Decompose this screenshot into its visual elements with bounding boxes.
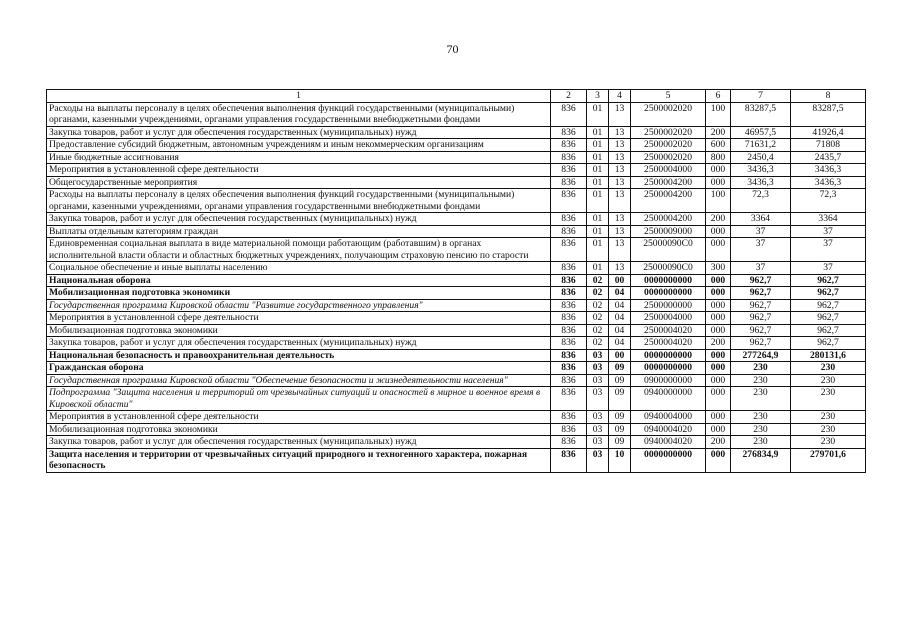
row-description: Закупка товаров, работ и услуг для обеспечения государственных (муниципальных) нужд xyxy=(47,127,551,140)
row-expense-type: 000 xyxy=(706,164,731,177)
row-ministry-code: 836 xyxy=(551,152,587,165)
row-expense-type: 000 xyxy=(706,275,731,288)
row-ministry-code: 836 xyxy=(551,103,587,127)
row-description: Социальное обеспечение и иные выплаты населению xyxy=(47,262,551,275)
table-row xyxy=(47,189,866,213)
row-subsection: 13 xyxy=(609,139,631,152)
row-amount-year-2: 3436,3 xyxy=(791,164,866,177)
row-section: 02 xyxy=(587,312,609,325)
row-expense-type: 000 xyxy=(706,424,731,437)
row-description: Закупка товаров, работ и услуг для обеспечения государственных (муниципальных) нужд xyxy=(47,213,551,226)
row-expense-type: 000 xyxy=(706,177,731,190)
table-row xyxy=(47,312,866,325)
row-amount-year-1: 37 xyxy=(731,238,791,262)
table-row xyxy=(47,177,866,190)
row-amount-year-2: 230 xyxy=(791,436,866,449)
row-section: 03 xyxy=(587,436,609,449)
row-ministry-code: 836 xyxy=(551,325,587,338)
row-amount-year-1: 72,3 xyxy=(731,189,791,213)
header-cell: 8 xyxy=(791,90,866,103)
row-ministry-code: 836 xyxy=(551,337,587,350)
table-row xyxy=(47,350,866,363)
row-expense-type: 000 xyxy=(706,300,731,313)
row-amount-year-1: 277264,9 xyxy=(731,350,791,363)
row-description: Мероприятия в установленной сфере деятельности xyxy=(47,411,551,424)
row-target-article: 2500002020 xyxy=(631,152,706,165)
row-section: 01 xyxy=(587,238,609,262)
row-subsection: 09 xyxy=(609,411,631,424)
table-row xyxy=(47,275,866,288)
row-target-article: 2500000000 xyxy=(631,300,706,313)
row-amount-year-2: 962,7 xyxy=(791,287,866,300)
row-expense-type: 200 xyxy=(706,127,731,140)
row-subsection: 13 xyxy=(609,262,631,275)
row-amount-year-1: 230 xyxy=(731,424,791,437)
row-subsection: 04 xyxy=(609,337,631,350)
row-section: 01 xyxy=(587,152,609,165)
row-description: Расходы на выплаты персоналу в целях обеспечения выполнения функций государственными (муниципальными) органами, казенными учреждениями, органами управления государственными внебюджетными фондами xyxy=(47,103,551,127)
row-amount-year-2: 37 xyxy=(791,226,866,239)
row-target-article: 2500002020 xyxy=(631,139,706,152)
row-ministry-code: 836 xyxy=(551,350,587,363)
row-amount-year-2: 962,7 xyxy=(791,337,866,350)
row-ministry-code: 836 xyxy=(551,139,587,152)
row-amount-year-2: 230 xyxy=(791,362,866,375)
row-target-article: 2500004000 xyxy=(631,164,706,177)
row-amount-year-2: 3364 xyxy=(791,213,866,226)
row-section: 01 xyxy=(587,139,609,152)
row-target-article: 2500009000 xyxy=(631,226,706,239)
row-section: 02 xyxy=(587,287,609,300)
table-row xyxy=(47,287,866,300)
row-expense-type: 000 xyxy=(706,449,731,473)
table-row xyxy=(47,226,866,239)
row-subsection: 13 xyxy=(609,177,631,190)
row-target-article: 0940004020 xyxy=(631,424,706,437)
table-row xyxy=(47,139,866,152)
row-expense-type: 100 xyxy=(706,103,731,127)
row-subsection: 13 xyxy=(609,213,631,226)
row-expense-type: 000 xyxy=(706,362,731,375)
row-amount-year-1: 962,7 xyxy=(731,287,791,300)
row-target-article: 2500002020 xyxy=(631,127,706,140)
row-description: Иные бюджетные ассигнования xyxy=(47,152,551,165)
row-ministry-code: 836 xyxy=(551,411,587,424)
row-target-article: 0000000000 xyxy=(631,275,706,288)
row-target-article: 2500004200 xyxy=(631,189,706,213)
row-description: Гражданская оборона xyxy=(47,362,551,375)
row-description: Национальная оборона xyxy=(47,275,551,288)
row-ministry-code: 836 xyxy=(551,312,587,325)
row-amount-year-1: 46957,5 xyxy=(731,127,791,140)
header-cell: 1 xyxy=(47,90,551,103)
row-ministry-code: 836 xyxy=(551,164,587,177)
row-expense-type: 000 xyxy=(706,411,731,424)
row-amount-year-1: 2450,4 xyxy=(731,152,791,165)
row-amount-year-2: 72,3 xyxy=(791,189,866,213)
row-expense-type: 000 xyxy=(706,325,731,338)
row-ministry-code: 836 xyxy=(551,177,587,190)
row-subsection: 04 xyxy=(609,300,631,313)
row-expense-type: 200 xyxy=(706,436,731,449)
row-section: 02 xyxy=(587,300,609,313)
row-section: 03 xyxy=(587,449,609,473)
row-ministry-code: 836 xyxy=(551,262,587,275)
row-target-article: 25000090С0 xyxy=(631,262,706,275)
row-expense-type: 000 xyxy=(706,226,731,239)
row-amount-year-2: 962,7 xyxy=(791,300,866,313)
row-section: 01 xyxy=(587,262,609,275)
row-section: 03 xyxy=(587,350,609,363)
header-cell: 3 xyxy=(587,90,609,103)
row-description: Мероприятия в установленной сфере деятельности xyxy=(47,312,551,325)
row-description: Государственная программа Кировской области "Развитие государственного управления" xyxy=(47,300,551,313)
row-section: 02 xyxy=(587,337,609,350)
row-subsection: 13 xyxy=(609,103,631,127)
row-ministry-code: 836 xyxy=(551,362,587,375)
row-expense-type: 200 xyxy=(706,213,731,226)
row-amount-year-2: 2435,7 xyxy=(791,152,866,165)
row-amount-year-2: 41926,4 xyxy=(791,127,866,140)
table-row xyxy=(47,262,866,275)
table-row xyxy=(47,424,866,437)
row-ministry-code: 836 xyxy=(551,213,587,226)
row-amount-year-2: 230 xyxy=(791,411,866,424)
table-row xyxy=(47,164,866,177)
row-expense-type: 300 xyxy=(706,262,731,275)
row-subsection: 09 xyxy=(609,362,631,375)
row-target-article: 0000000000 xyxy=(631,287,706,300)
row-section: 02 xyxy=(587,275,609,288)
row-description: Предоставление субсидий бюджетным, автономным учреждениям и иным некоммерческим организациям xyxy=(47,139,551,152)
row-amount-year-2: 37 xyxy=(791,262,866,275)
row-ministry-code: 836 xyxy=(551,238,587,262)
row-amount-year-2: 230 xyxy=(791,387,866,411)
row-expense-type: 000 xyxy=(706,375,731,388)
row-subsection: 13 xyxy=(609,164,631,177)
row-section: 03 xyxy=(587,375,609,388)
table-row xyxy=(47,362,866,375)
row-amount-year-1: 230 xyxy=(731,436,791,449)
row-ministry-code: 836 xyxy=(551,424,587,437)
row-description: Государственная программа Кировской области "Обеспечение безопасности и жизнедеятельности населения" xyxy=(47,375,551,388)
row-amount-year-2: 279701,6 xyxy=(791,449,866,473)
row-amount-year-1: 962,7 xyxy=(731,337,791,350)
table-header-row xyxy=(47,90,866,103)
row-ministry-code: 836 xyxy=(551,375,587,388)
table-row xyxy=(47,337,866,350)
row-ministry-code: 836 xyxy=(551,226,587,239)
row-expense-type: 000 xyxy=(706,238,731,262)
row-description: Выплаты отдельным категориям граждан xyxy=(47,226,551,239)
row-description: Национальная безопасность и правоохранительная деятельность xyxy=(47,350,551,363)
row-amount-year-1: 3436,3 xyxy=(731,164,791,177)
row-section: 01 xyxy=(587,103,609,127)
row-subsection: 04 xyxy=(609,287,631,300)
row-amount-year-1: 962,7 xyxy=(731,300,791,313)
row-target-article: 0940004000 xyxy=(631,411,706,424)
row-ministry-code: 836 xyxy=(551,189,587,213)
table-row xyxy=(47,387,866,411)
row-section: 03 xyxy=(587,362,609,375)
row-subsection: 09 xyxy=(609,387,631,411)
row-target-article: 0000000000 xyxy=(631,362,706,375)
row-subsection: 13 xyxy=(609,238,631,262)
row-amount-year-1: 230 xyxy=(731,375,791,388)
row-expense-type: 000 xyxy=(706,387,731,411)
row-subsection: 10 xyxy=(609,449,631,473)
row-amount-year-2: 230 xyxy=(791,375,866,388)
row-section: 03 xyxy=(587,424,609,437)
row-amount-year-1: 276834,9 xyxy=(731,449,791,473)
row-target-article: 0940004020 xyxy=(631,436,706,449)
row-description: Единовременная социальная выплата в виде материальной помощи работающим (работавшим) в органах исполнительной власти области и областных бюджетных учреждениях, получающим страховую пенсию по старости xyxy=(47,238,551,262)
row-section: 03 xyxy=(587,387,609,411)
row-target-article: 2500002020 xyxy=(631,103,706,127)
row-target-article: 2500004020 xyxy=(631,325,706,338)
row-target-article: 25000090С0 xyxy=(631,238,706,262)
table-row xyxy=(47,127,866,140)
row-amount-year-1: 230 xyxy=(731,362,791,375)
row-description: Подпрограмма "Защита населения и территорий от чрезвычайных ситуаций и опасностей в мирное и военное время в Кировской области" xyxy=(47,387,551,411)
row-amount-year-2: 71808 xyxy=(791,139,866,152)
row-section: 03 xyxy=(587,411,609,424)
row-subsection: 13 xyxy=(609,226,631,239)
row-description: Мобилизационная подготовка экономики xyxy=(47,424,551,437)
row-section: 01 xyxy=(587,164,609,177)
header-cell: 6 xyxy=(706,90,731,103)
table-row xyxy=(47,300,866,313)
row-amount-year-2: 962,7 xyxy=(791,312,866,325)
table-row xyxy=(47,436,866,449)
row-subsection: 09 xyxy=(609,436,631,449)
row-amount-year-1: 230 xyxy=(731,387,791,411)
row-amount-year-2: 280131,6 xyxy=(791,350,866,363)
row-expense-type: 800 xyxy=(706,152,731,165)
row-ministry-code: 836 xyxy=(551,127,587,140)
page-number: 70 xyxy=(446,42,459,56)
row-amount-year-2: 962,7 xyxy=(791,325,866,338)
table-row xyxy=(47,238,866,262)
row-subsection: 04 xyxy=(609,312,631,325)
row-description: Мобилизационная подготовка экономики xyxy=(47,325,551,338)
row-section: 01 xyxy=(587,127,609,140)
row-description: Общегосударственные мероприятия xyxy=(47,177,551,190)
row-ministry-code: 836 xyxy=(551,436,587,449)
row-subsection: 04 xyxy=(609,325,631,338)
row-description: Закупка товаров, работ и услуг для обеспечения государственных (муниципальных) нужд xyxy=(47,436,551,449)
row-amount-year-2: 37 xyxy=(791,238,866,262)
row-subsection: 13 xyxy=(609,127,631,140)
table-row xyxy=(47,152,866,165)
row-expense-type: 100 xyxy=(706,189,731,213)
row-description: Мероприятия в установленной сфере деятельности xyxy=(47,164,551,177)
row-expense-type: 600 xyxy=(706,139,731,152)
row-expense-type: 000 xyxy=(706,287,731,300)
row-target-article: 0900000000 xyxy=(631,375,706,388)
row-subsection: 09 xyxy=(609,375,631,388)
row-amount-year-1: 37 xyxy=(731,262,791,275)
row-amount-year-1: 962,7 xyxy=(731,325,791,338)
row-description: Закупка товаров, работ и услуг для обеспечения государственных (муниципальных) нужд xyxy=(47,337,551,350)
row-subsection: 13 xyxy=(609,152,631,165)
header-cell: 4 xyxy=(609,90,631,103)
row-ministry-code: 836 xyxy=(551,387,587,411)
row-subsection: 09 xyxy=(609,424,631,437)
row-target-article: 2500004200 xyxy=(631,177,706,190)
row-amount-year-1: 3436,3 xyxy=(731,177,791,190)
row-target-article: 0000000000 xyxy=(631,350,706,363)
table-row xyxy=(47,449,866,473)
row-section: 01 xyxy=(587,177,609,190)
row-description: Мобилизационная подготовка экономики xyxy=(47,287,551,300)
row-section: 01 xyxy=(587,213,609,226)
row-amount-year-1: 230 xyxy=(731,411,791,424)
row-amount-year-2: 83287,5 xyxy=(791,103,866,127)
row-ministry-code: 836 xyxy=(551,449,587,473)
row-expense-type: 200 xyxy=(706,337,731,350)
row-ministry-code: 836 xyxy=(551,300,587,313)
row-expense-type: 000 xyxy=(706,350,731,363)
row-expense-type: 000 xyxy=(706,312,731,325)
table-row xyxy=(47,103,866,127)
row-target-article: 2500004000 xyxy=(631,312,706,325)
header-cell: 5 xyxy=(631,90,706,103)
table-row xyxy=(47,213,866,226)
row-target-article: 0000000000 xyxy=(631,449,706,473)
row-subsection: 00 xyxy=(609,350,631,363)
row-target-article: 0940000000 xyxy=(631,387,706,411)
budget-table xyxy=(46,89,866,473)
row-amount-year-1: 3364 xyxy=(731,213,791,226)
row-amount-year-2: 3436,3 xyxy=(791,177,866,190)
row-ministry-code: 836 xyxy=(551,287,587,300)
row-ministry-code: 836 xyxy=(551,275,587,288)
row-amount-year-1: 962,7 xyxy=(731,312,791,325)
header-cell: 7 xyxy=(731,90,791,103)
row-amount-year-1: 83287,5 xyxy=(731,103,791,127)
row-subsection: 00 xyxy=(609,275,631,288)
table-row xyxy=(47,375,866,388)
row-amount-year-1: 71631,2 xyxy=(731,139,791,152)
row-amount-year-1: 962,7 xyxy=(731,275,791,288)
row-amount-year-1: 37 xyxy=(731,226,791,239)
table-row xyxy=(47,411,866,424)
row-section: 02 xyxy=(587,325,609,338)
row-section: 01 xyxy=(587,226,609,239)
row-target-article: 2500004200 xyxy=(631,213,706,226)
row-section: 01 xyxy=(587,189,609,213)
table-row xyxy=(47,325,866,338)
header-cell: 2 xyxy=(551,90,587,103)
row-description: Защита населения и территории от чрезвычайных ситуаций природного и техногенного характера, пожарная безопасность xyxy=(47,449,551,473)
row-subsection: 13 xyxy=(609,189,631,213)
row-description: Расходы на выплаты персоналу в целях обеспечения выполнения функций государственными (муниципальными) органами, казенными учреждениями, органами управления государственными внебюджетными фондами xyxy=(47,189,551,213)
row-amount-year-2: 962,7 xyxy=(791,275,866,288)
row-target-article: 2500004020 xyxy=(631,337,706,350)
row-amount-year-2: 230 xyxy=(791,424,866,437)
